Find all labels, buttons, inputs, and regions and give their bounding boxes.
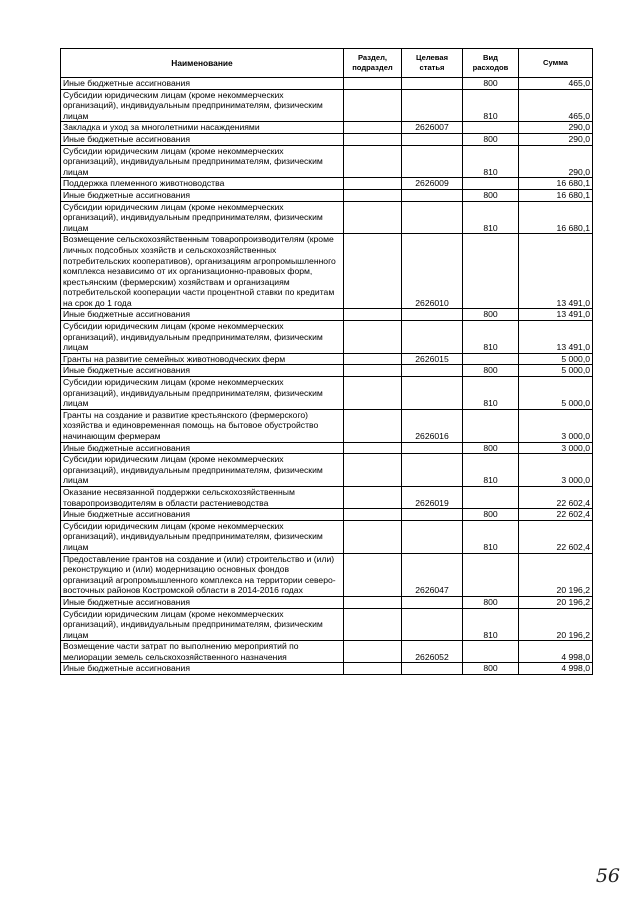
cell-target: 2626016 — [402, 409, 463, 442]
cell-sum: 290,0 — [519, 133, 593, 145]
cell-name: Иные бюджетные ассигнования — [61, 663, 344, 675]
cell-sum: 13 491,0 — [519, 309, 593, 321]
table-row — [61, 409, 593, 442]
table-row — [61, 596, 593, 608]
cell-section — [344, 353, 402, 365]
cell-kind: 800 — [463, 365, 519, 377]
cell-name: Предоставление грантов на создание и (или) строительство и (или) реконструкцию и (или) модернизацию основных фондов организаций агропромышленного комплекса на территории северо-восточных районов Костромской области в 2014-2016 годах — [61, 553, 344, 596]
table-row — [61, 442, 593, 454]
table-row — [61, 89, 593, 122]
cell-section — [344, 78, 402, 90]
cell-kind — [463, 641, 519, 663]
table-row — [61, 509, 593, 521]
table-row — [61, 309, 593, 321]
table-row — [61, 365, 593, 377]
cell-name: Иные бюджетные ассигнования — [61, 509, 344, 521]
cell-kind: 810 — [463, 321, 519, 354]
cell-section — [344, 520, 402, 553]
cell-section — [344, 201, 402, 234]
cell-kind — [463, 553, 519, 596]
cell-section — [344, 377, 402, 410]
cell-kind: 800 — [463, 78, 519, 90]
cell-section — [344, 189, 402, 201]
cell-target — [402, 321, 463, 354]
cell-sum: 5 000,0 — [519, 377, 593, 410]
cell-section — [344, 178, 402, 190]
table-row — [61, 189, 593, 201]
cell-kind: 810 — [463, 377, 519, 410]
cell-section — [344, 133, 402, 145]
cell-sum: 3 000,0 — [519, 454, 593, 487]
cell-kind: 810 — [463, 608, 519, 641]
cell-target — [402, 89, 463, 122]
cell-section — [344, 122, 402, 134]
cell-name: Иные бюджетные ассигнования — [61, 309, 344, 321]
cell-kind: 800 — [463, 189, 519, 201]
cell-target — [402, 520, 463, 553]
cell-section — [344, 486, 402, 508]
cell-sum: 22 602,4 — [519, 509, 593, 521]
cell-name: Иные бюджетные ассигнования — [61, 365, 344, 377]
cell-name: Субсидии юридическим лицам (кроме некоммерческих организаций), индивидуальным предпринимателям, физическим лицам — [61, 89, 344, 122]
table-row — [61, 454, 593, 487]
cell-kind: 800 — [463, 596, 519, 608]
cell-target — [402, 608, 463, 641]
cell-target: 2626007 — [402, 122, 463, 134]
page-number: 56 — [595, 865, 620, 887]
cell-section — [344, 234, 402, 309]
cell-sum: 13 491,0 — [519, 234, 593, 309]
table-row — [61, 201, 593, 234]
cell-name: Иные бюджетные ассигнования — [61, 78, 344, 90]
cell-sum: 22 602,4 — [519, 486, 593, 508]
table-row — [61, 353, 593, 365]
cell-sum: 3 000,0 — [519, 409, 593, 442]
cell-sum: 22 602,4 — [519, 520, 593, 553]
cell-sum: 4 998,0 — [519, 641, 593, 663]
cell-target: 2626015 — [402, 353, 463, 365]
table-row — [61, 641, 593, 663]
cell-target — [402, 454, 463, 487]
cell-target — [402, 365, 463, 377]
cell-name: Закладка и уход за многолетними насаждениями — [61, 122, 344, 134]
cell-sum: 16 680,1 — [519, 178, 593, 190]
cell-kind: 810 — [463, 201, 519, 234]
header-kind: Вид расходов — [463, 49, 519, 78]
cell-kind — [463, 409, 519, 442]
table-row — [61, 122, 593, 134]
cell-sum: 5 000,0 — [519, 353, 593, 365]
table-row — [61, 663, 593, 675]
cell-target — [402, 78, 463, 90]
budget-table — [60, 48, 593, 675]
cell-sum: 465,0 — [519, 78, 593, 90]
cell-kind: 810 — [463, 520, 519, 553]
cell-section — [344, 509, 402, 521]
cell-sum: 16 680,1 — [519, 189, 593, 201]
cell-sum: 16 680,1 — [519, 201, 593, 234]
cell-target — [402, 442, 463, 454]
cell-name: Субсидии юридическим лицам (кроме некоммерческих организаций), индивидуальным предпринимателям, физическим лицам — [61, 520, 344, 553]
cell-section — [344, 596, 402, 608]
cell-section — [344, 89, 402, 122]
table-row — [61, 608, 593, 641]
cell-section — [344, 321, 402, 354]
cell-target — [402, 145, 463, 178]
table-header-row — [61, 49, 593, 78]
cell-name: Иные бюджетные ассигнования — [61, 442, 344, 454]
cell-kind — [463, 178, 519, 190]
cell-sum: 20 196,2 — [519, 608, 593, 641]
cell-target — [402, 201, 463, 234]
cell-target: 2626047 — [402, 553, 463, 596]
table-row — [61, 234, 593, 309]
cell-target: 2626009 — [402, 178, 463, 190]
cell-kind: 800 — [463, 442, 519, 454]
cell-sum: 13 491,0 — [519, 321, 593, 354]
cell-kind — [463, 486, 519, 508]
cell-kind: 810 — [463, 454, 519, 487]
cell-name: Субсидии юридическим лицам (кроме некоммерческих организаций), индивидуальным предпринимателям, физическим лицам — [61, 145, 344, 178]
cell-kind: 810 — [463, 89, 519, 122]
cell-kind: 800 — [463, 133, 519, 145]
cell-name: Поддержка племенного животноводства — [61, 178, 344, 190]
cell-sum: 20 196,2 — [519, 553, 593, 596]
cell-section — [344, 641, 402, 663]
cell-sum: 4 998,0 — [519, 663, 593, 675]
table-row — [61, 133, 593, 145]
cell-section — [344, 663, 402, 675]
cell-section — [344, 145, 402, 178]
cell-name: Оказание несвязанной поддержки сельскохозяйственным товаропроизводителям в области растениеводства — [61, 486, 344, 508]
table-row — [61, 377, 593, 410]
cell-sum: 5 000,0 — [519, 365, 593, 377]
table-row — [61, 145, 593, 178]
cell-target — [402, 189, 463, 201]
cell-target — [402, 377, 463, 410]
cell-kind: 800 — [463, 663, 519, 675]
cell-name: Гранты на развитие семейных животноводческих ферм — [61, 353, 344, 365]
cell-target — [402, 133, 463, 145]
cell-name: Гранты на создание и развитие крестьянского (фермерского) хозяйства и единовременная помощь на бытовое обустройство начинающим фермерам — [61, 409, 344, 442]
table-row — [61, 486, 593, 508]
table-row — [61, 520, 593, 553]
table-row — [61, 553, 593, 596]
cell-name: Субсидии юридическим лицам (кроме некоммерческих организаций), индивидуальным предпринимателям, физическим лицам — [61, 377, 344, 410]
cell-name: Иные бюджетные ассигнования — [61, 133, 344, 145]
header-section: Раздел, подраздел — [344, 49, 402, 78]
cell-section — [344, 608, 402, 641]
cell-name: Возмещение сельскохозяйственным товаропроизводителям (кроме личных подсобных хозяйств и сельскохозяйственных потребительских кооперативов), организациям агропромышленного комплекса независимо от их организационно-правовых форм, крестьянским (фермерским) хозяйствам и организациям потребительской кооперации части процентной ставки по кредитам на срок до 1 года — [61, 234, 344, 309]
cell-target: 2626019 — [402, 486, 463, 508]
cell-kind — [463, 122, 519, 134]
cell-section — [344, 454, 402, 487]
cell-name: Субсидии юридическим лицам (кроме некоммерческих организаций), индивидуальным предпринимателям, физическим лицам — [61, 201, 344, 234]
cell-section — [344, 309, 402, 321]
cell-name: Субсидии юридическим лицам (кроме некоммерческих организаций), индивидуальным предпринимателям, физическим лицам — [61, 321, 344, 354]
table-row — [61, 78, 593, 90]
cell-target: 2626010 — [402, 234, 463, 309]
cell-sum: 3 000,0 — [519, 442, 593, 454]
cell-name: Возмещение части затрат по выполнению мероприятий по мелиорации земель сельскохозяйственного назначения — [61, 641, 344, 663]
cell-sum: 290,0 — [519, 145, 593, 178]
header-name: Наименование — [61, 49, 344, 78]
cell-kind — [463, 234, 519, 309]
cell-sum: 20 196,2 — [519, 596, 593, 608]
cell-sum: 290,0 — [519, 122, 593, 134]
table-body — [61, 78, 593, 675]
table-row — [61, 178, 593, 190]
cell-name: Иные бюджетные ассигнования — [61, 596, 344, 608]
cell-name: Иные бюджетные ассигнования — [61, 189, 344, 201]
header-sum: Сумма — [519, 49, 593, 78]
cell-section — [344, 442, 402, 454]
cell-kind: 810 — [463, 145, 519, 178]
cell-sum: 465,0 — [519, 89, 593, 122]
cell-target: 2626052 — [402, 641, 463, 663]
cell-name: Субсидии юридическим лицам (кроме некоммерческих организаций), индивидуальным предпринимателям, физическим лицам — [61, 454, 344, 487]
cell-target — [402, 663, 463, 675]
cell-kind: 800 — [463, 309, 519, 321]
cell-section — [344, 365, 402, 377]
cell-section — [344, 553, 402, 596]
cell-target — [402, 596, 463, 608]
cell-kind — [463, 353, 519, 365]
cell-target — [402, 509, 463, 521]
cell-name: Субсидии юридическим лицам (кроме некоммерческих организаций), индивидуальным предпринимателям, физическим лицам — [61, 608, 344, 641]
table-row — [61, 321, 593, 354]
cell-target — [402, 309, 463, 321]
header-target: Целевая статья — [402, 49, 463, 78]
cell-kind: 800 — [463, 509, 519, 521]
cell-section — [344, 409, 402, 442]
